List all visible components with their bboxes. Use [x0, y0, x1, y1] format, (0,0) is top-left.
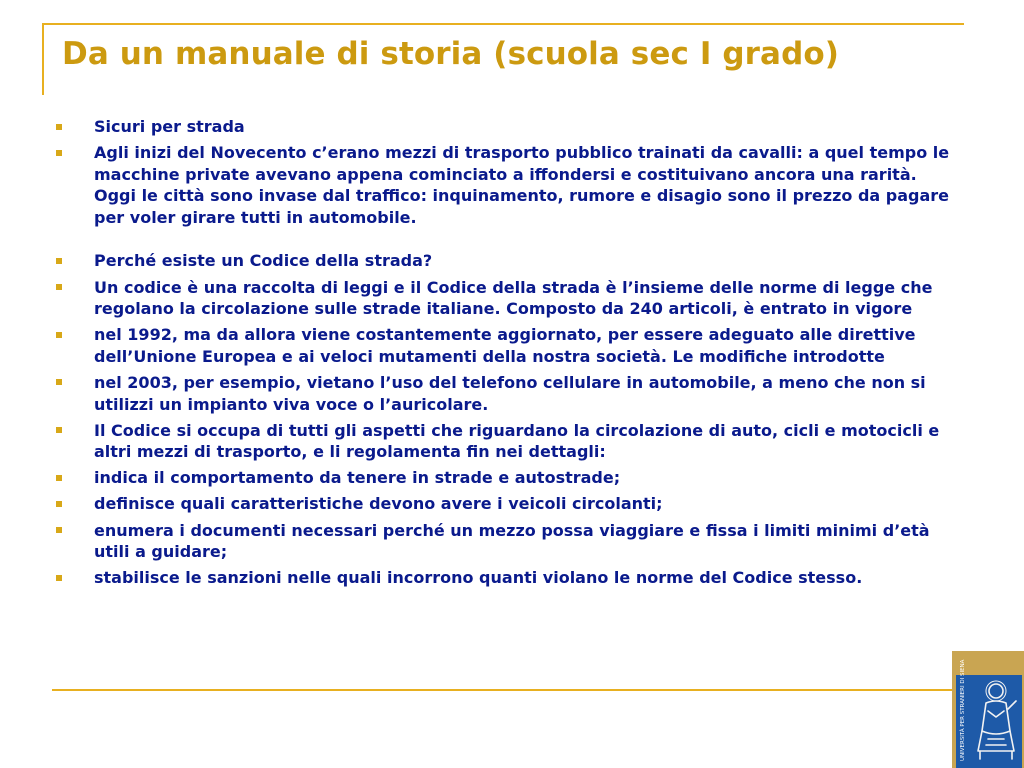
bullet-item	[52, 493, 957, 515]
footer-rule	[52, 689, 964, 691]
bullet-text: Perché esiste un Codice della strada?	[94, 251, 433, 271]
bullet-square-icon	[56, 379, 62, 385]
logo-text: UNIVERSITÀ PER STRANIERI DI SIENA	[960, 659, 966, 761]
bullet-item	[52, 142, 957, 228]
university-seal-icon	[952, 651, 1024, 768]
bullet-square-icon	[56, 332, 62, 338]
bullet-text: Il Codice si occupa di tutti gli aspetti che riguardano la circolazione di auto, cicli e motocicli e altri mezzi di trasporto, e li regolamenta fin nei dettagli:	[94, 420, 940, 462]
bullet-square-icon	[56, 501, 62, 507]
bullet-text: nel 1992, ma da allora viene costantemente aggiornato, per essere adeguato alle direttive dell’Unione Europea e ai veloci mutamenti della nostra società. Le modifiche introdotte	[94, 325, 916, 366]
bullet-text: Agli inizi del Novecento c’erano mezzi di trasporto pubblico trainati da cavalli: a quel tempo le macchine private avevano appena cominciato a iffondersi e costituivano ancora una rarità. Oggi le città sono invase dal traffico: inquinamento, rumore e disagio sono il prezzo da pagare per voler girare tutti in automobile.	[94, 143, 950, 227]
bullet-item	[52, 324, 957, 367]
bullet-square-icon	[56, 427, 62, 433]
bullet-list	[52, 116, 957, 593]
bullet-square-icon	[56, 258, 62, 264]
bullet-item	[52, 372, 957, 415]
bullet-item	[52, 116, 957, 138]
bullet-square-icon	[56, 575, 62, 581]
slide-title: Da un manuale di storia (scuola sec I grado)	[62, 36, 840, 72]
title-top-rule	[42, 23, 964, 25]
bullet-item	[52, 420, 957, 463]
bullet-item	[52, 277, 957, 320]
bullet-square-icon	[56, 475, 62, 481]
bullet-item	[52, 467, 957, 489]
bullet-text: indica il comportamento da tenere in strade e autostrade;	[94, 468, 621, 488]
university-logo	[952, 651, 1024, 768]
bullet-text: stabilisce le sanzioni nelle quali incorrono quanti violano le norme del Codice stesso.	[94, 568, 863, 588]
bullet-item	[52, 567, 957, 589]
bullet-square-icon	[56, 284, 62, 290]
bullet-square-icon	[56, 150, 62, 156]
bullet-text: nel 2003, per esempio, vietano l’uso del telefono cellulare in automobile, a meno che non si utilizzi un impianto viva voce o l’auricolare.	[94, 372, 926, 414]
bullet-square-icon	[56, 527, 62, 533]
bullet-text: Sicuri per strada	[94, 117, 245, 136]
bullet-text: enumera i documenti necessari perché un mezzo possa viaggiare e fissa i limiti minimi d’età utili a guidare;	[94, 520, 930, 562]
bullet-text: Un codice è una raccolta di leggi e il Codice della strada è l’insieme delle norme di legge che regolano la circolazione sulle strade italiane. Composto da 240 articoli, è entrato in vigore	[94, 277, 933, 319]
bullet-text: definisce quali caratteristiche devono avere i veicoli circolanti;	[94, 494, 663, 514]
title-left-rule	[42, 23, 44, 95]
bullet-item	[52, 250, 957, 272]
bullet-square-icon	[56, 124, 62, 130]
bullet-item	[52, 520, 957, 563]
